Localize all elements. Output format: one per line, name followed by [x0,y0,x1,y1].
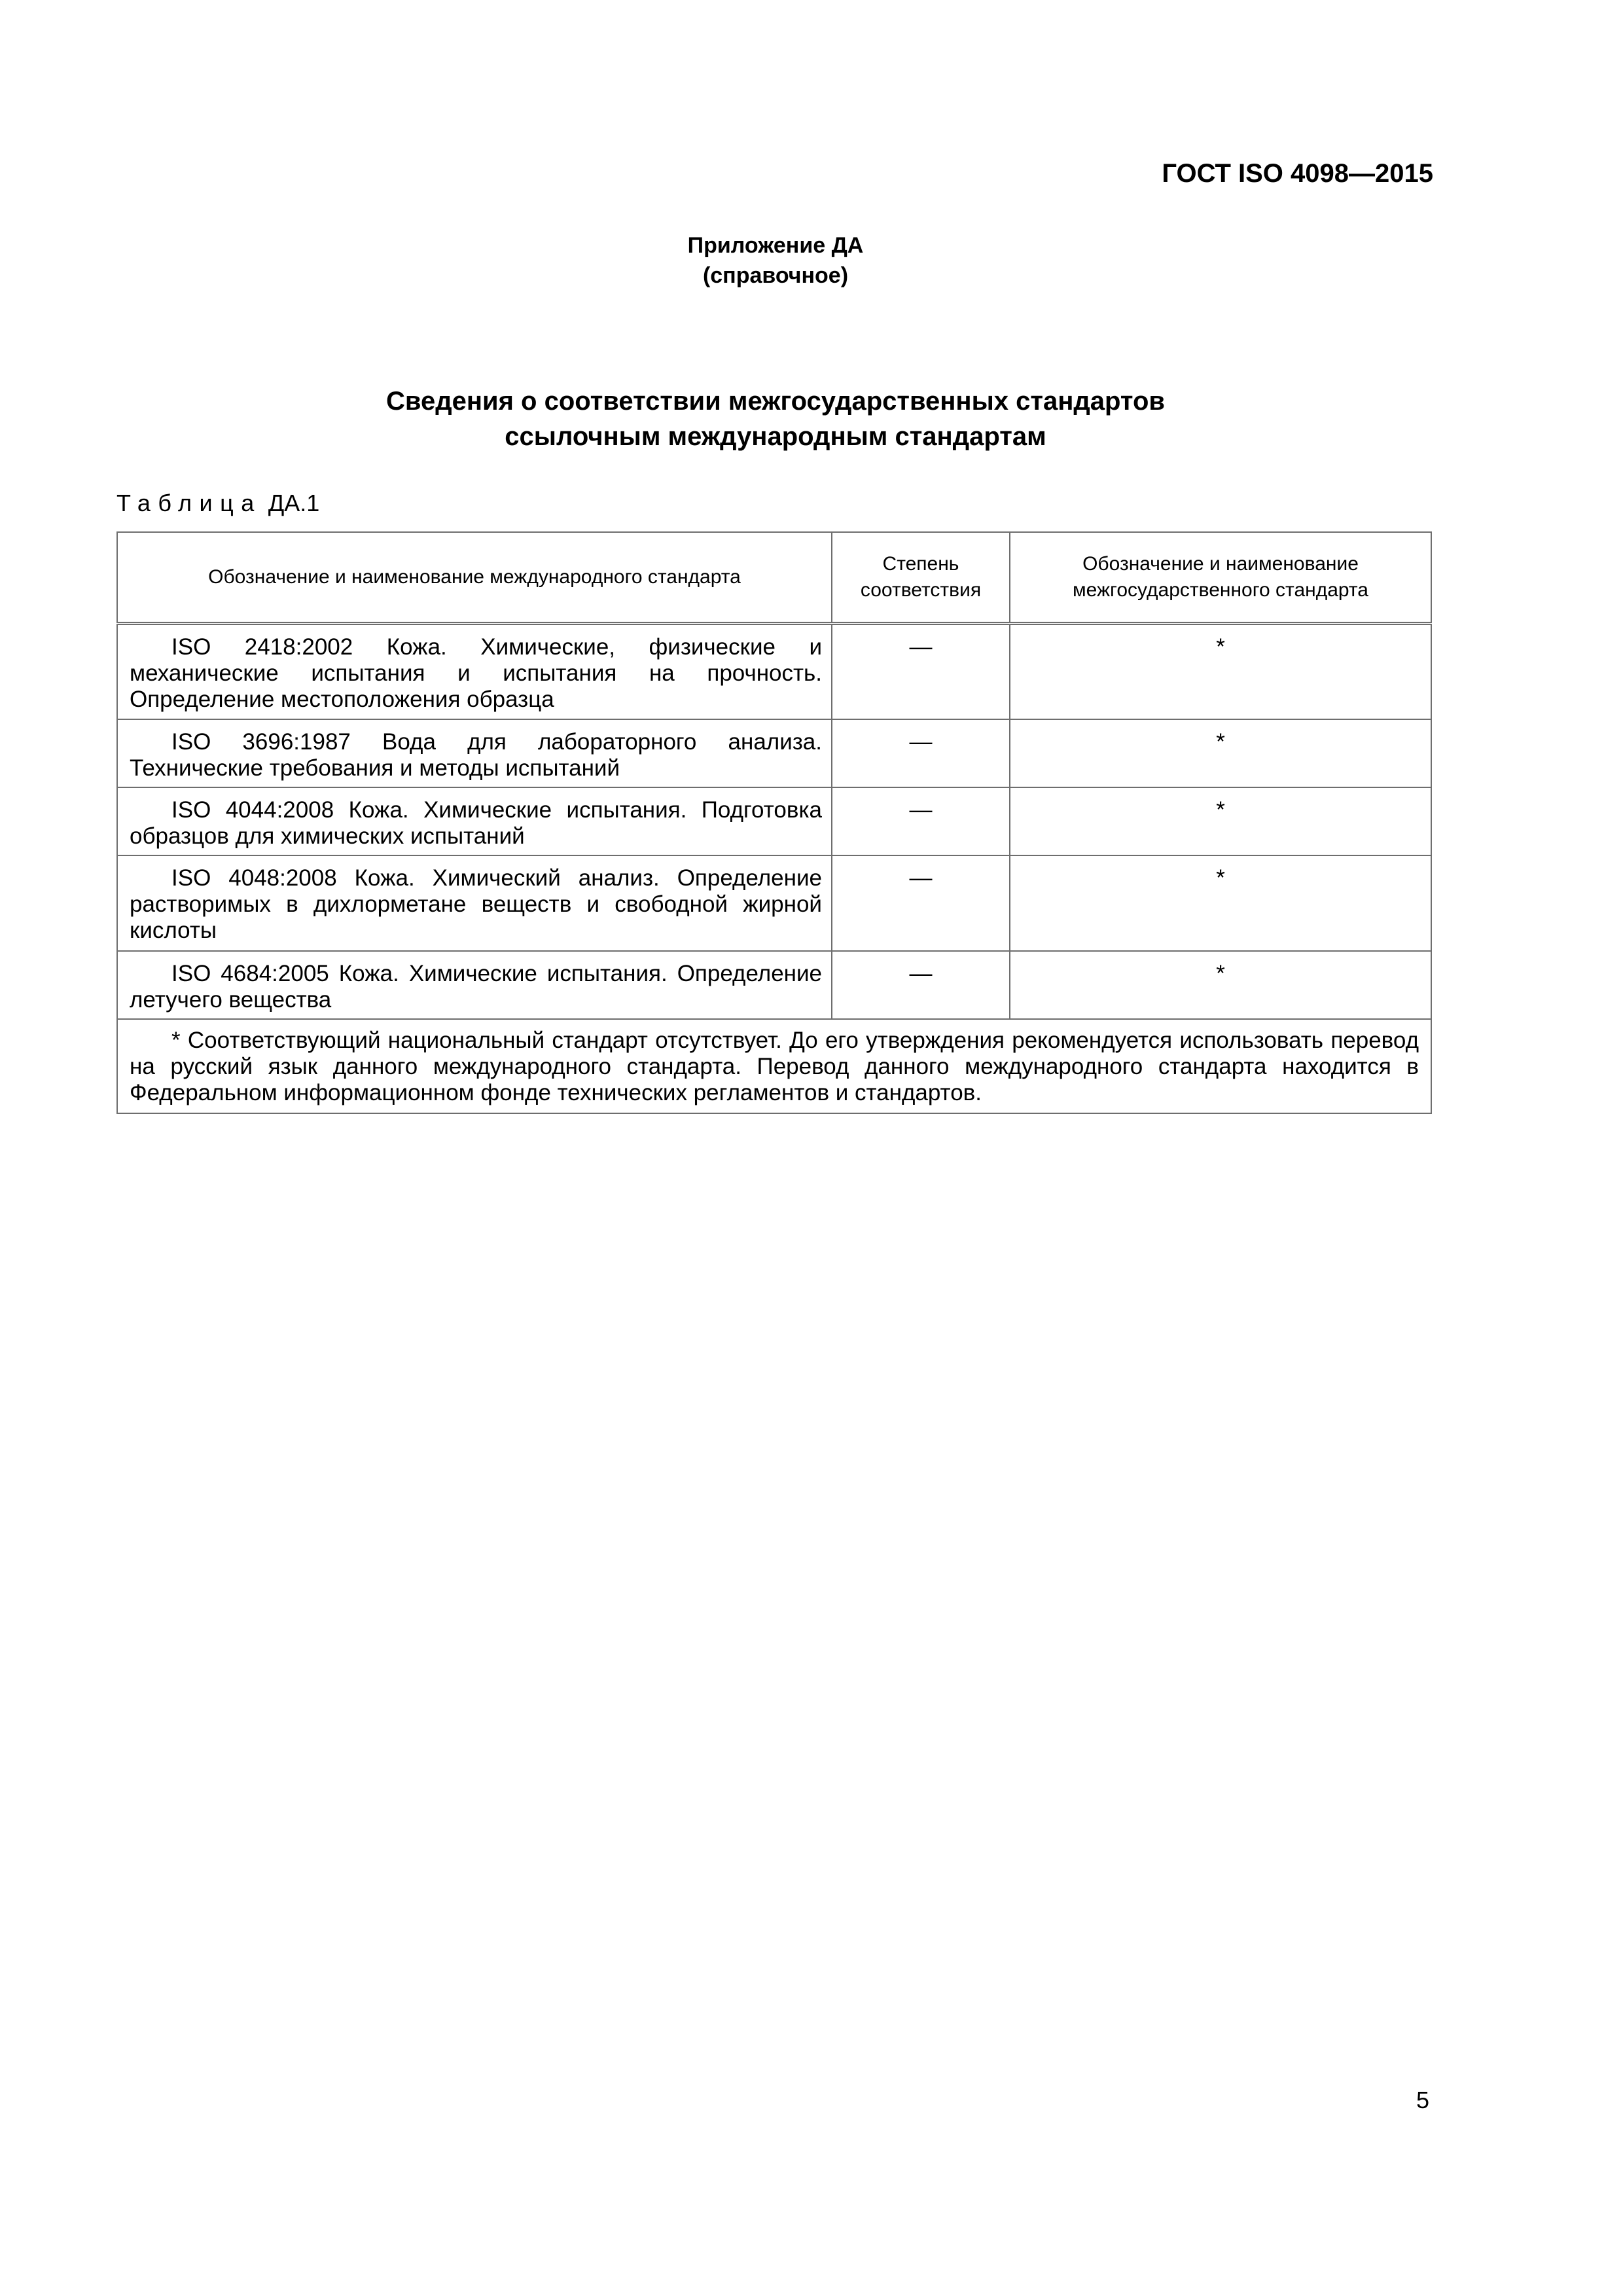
interstate-standard-cell: * [1010,787,1431,855]
table-footnote: * Соответствующий национальный стандарт отсутствует. До его утверждения рекомендуется использовать перевод на русский язык данного международного стандарта. Перевод данного международного стандарта находится в Федеральном информационном фонде технических регламентов и стандартов. [117,1019,1431,1113]
table-row [117,855,1431,951]
table-header-row [117,532,1431,624]
standards-table [116,531,1432,1114]
international-standard-cell: ISO 3696:1987 Вода для лабораторного анализа. Технические требования и методы испытаний [117,719,832,787]
table-caption-word: Таблица [116,490,262,516]
degree-cell: — [832,951,1010,1019]
table-caption [116,490,319,517]
degree-cell: — [832,624,1010,719]
international-standard-cell: ISO 4048:2008 Кожа. Химический анализ. Определение растворимых в дихлорметане веществ и свободной жирной кислоты [117,855,832,951]
degree-cell: — [832,855,1010,951]
table-caption-number: ДА.1 [268,490,320,516]
appendix-label: Приложение ДА [687,233,864,258]
interstate-standard-cell: * [1010,624,1431,719]
table-row [117,624,1431,719]
title-line-2: ссылочным международным стандартам [505,422,1046,451]
interstate-standard-cell: * [1010,719,1431,787]
interstate-standard-cell: * [1010,855,1431,951]
international-standard-cell: ISO 2418:2002 Кожа. Химические, физические и механические испытания и испытания на прочность. Определение местоположения образца [117,624,832,719]
appendix-heading [0,230,1551,291]
interstate-standard-cell: * [1010,951,1431,1019]
table-row [117,951,1431,1019]
header-international-standard: Обозначение и наименование международного стандарта [117,532,832,624]
header-degree: Степень соответствия [832,532,1010,624]
header-interstate-standard: Обозначение и наименование межгосударственного стандарта [1010,532,1431,624]
page-number: 5 [1416,2087,1429,2113]
international-standard-cell: ISO 4684:2005 Кожа. Химические испытания. Определение летучего вещества [117,951,832,1019]
degree-cell: — [832,787,1010,855]
document-code: ГОСТ ISO 4098—2015 [1162,159,1433,188]
title-line-1: Сведения о соответствии межгосударственных стандартов [386,387,1165,416]
international-standard-cell: ISO 4044:2008 Кожа. Химические испытания. Подготовка образцов для химических испытаний [117,787,832,855]
appendix-type: (справочное) [702,263,849,288]
appendix-title [0,384,1551,454]
table-row [117,787,1431,855]
degree-cell: — [832,719,1010,787]
table-row [117,719,1431,787]
table-footnote-row [117,1019,1431,1113]
